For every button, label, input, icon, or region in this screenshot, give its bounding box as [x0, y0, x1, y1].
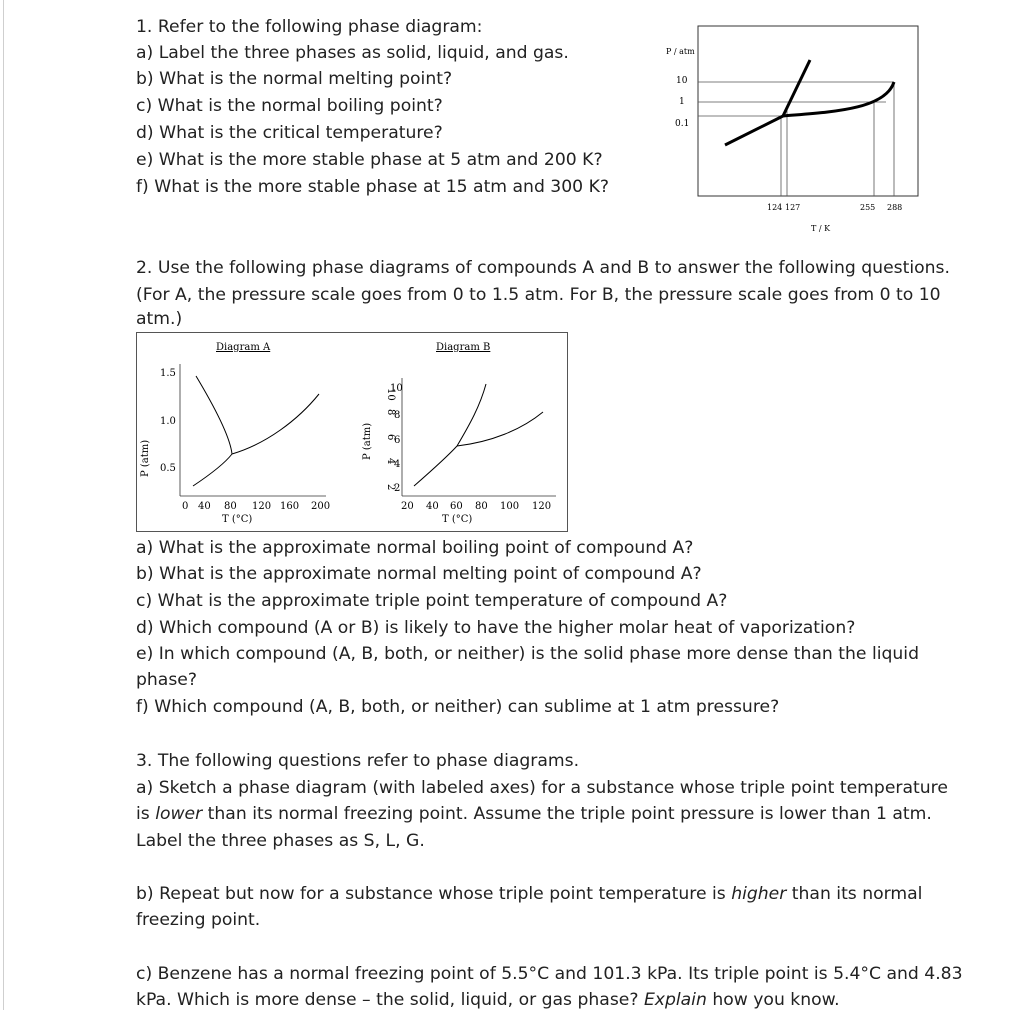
q1-item-b: b) What is the normal melting point? — [136, 69, 453, 89]
diagram-1-y-tick: 1 — [679, 97, 685, 107]
diagram-a-y-label: P (atm) — [140, 439, 151, 477]
vaporization-curve — [783, 82, 894, 116]
q1-item-d: d) What is the critical temperature? — [136, 123, 443, 143]
q2-intro-3: atm.) — [136, 309, 183, 329]
q3-b-line1 — [136, 881, 922, 907]
diagram-b-y-tick: 2 — [385, 484, 396, 491]
diagram-b-vaporization-curve — [457, 412, 543, 446]
diagram-b-x-tick: 20 — [401, 501, 414, 512]
diagram-b-x-tick: 80 — [475, 501, 488, 512]
diagram-b-x-tick: 60 — [450, 501, 463, 512]
diagram-b-x-label: T (°C) — [442, 514, 473, 525]
q1-item-c: c) What is the normal boiling point? — [136, 96, 443, 116]
diagram-a-x-tick: 0 — [182, 501, 189, 512]
diagram-a-x-tick: 160 — [280, 501, 300, 512]
q2-item-d: d) Which compound (A or B) is likely to have the higher molar heat of vaporization? — [136, 618, 856, 638]
diagram-1-x-tick: 124 — [767, 203, 783, 212]
diagram-b-y-tick: 6 — [394, 435, 401, 446]
q3-a-line3: Label the three phases as S, L, G. — [136, 831, 425, 851]
diagram-a-x-tick: 80 — [224, 501, 237, 512]
q2-item-e: e) In which compound (A, B, both, or neither) is the solid phase more dense than the liquid — [136, 644, 919, 664]
diagram-1-x-tick: 288 — [887, 203, 903, 212]
diagram-1-y-tick: 0.1 — [675, 119, 690, 129]
diagram-b-y-tick: 2 — [394, 483, 401, 494]
q2-item-a: a) What is the approximate normal boiling point of compound A? — [136, 538, 694, 558]
diagram-a-y-tick: 0.5 — [160, 463, 176, 474]
q3-a-line2 — [136, 801, 932, 827]
diagram-a-melting-curve — [196, 376, 232, 454]
q3-c-line2 — [136, 987, 840, 1013]
q1-item-f: f) What is the more stable phase at 15 atm and 300 K? — [136, 177, 609, 197]
q3-a-text: is — [136, 804, 156, 824]
diagram-a-x-label: T (°C) — [222, 514, 253, 525]
q2-item-c: c) What is the approximate triple point temperature of compound A? — [136, 591, 728, 611]
q3-c-text: kPa. Which is more dense – the solid, liquid, or gas phase? — [136, 990, 644, 1010]
diagram-1-x-tick: 255 — [860, 203, 876, 212]
diagram-1-x-tick: 127 — [785, 203, 801, 212]
phase-diagram-1 — [650, 20, 930, 240]
diagram-a-title: Diagram A — [216, 342, 271, 353]
diagram-b-melting-curve — [457, 384, 486, 446]
page-left-border — [3, 0, 4, 1010]
q2-intro-1: 2. Use the following phase diagrams of compounds A and B to answer the following questions. — [136, 258, 950, 278]
diagram-b-y-label: P (atm) — [362, 422, 373, 460]
diagram-a-x-tick: 120 — [252, 501, 272, 512]
q2-item-e-cont: phase? — [136, 670, 197, 690]
q3-a-emphasis: lower — [155, 804, 203, 824]
diagram-b-sublimation-curve — [414, 446, 457, 486]
q1-item-a: a) Label the three phases as solid, liquid, and gas. — [136, 43, 569, 63]
q2-item-f: f) Which compound (A, B, both, or neither) can sublime at 1 atm pressure? — [136, 697, 780, 717]
diagram-b-y-tick: 4 — [385, 458, 396, 465]
diagram-b-y-tick: 8 — [394, 410, 401, 421]
q3-a-line1: a) Sketch a phase diagram (with labeled axes) for a substance whose triple point temperature — [136, 778, 948, 798]
diagram-1-frame — [698, 26, 918, 196]
diagram-b-y-tick: 6 — [385, 434, 396, 441]
diagram-b-x-tick: 100 — [500, 501, 520, 512]
q3-b-line2: freezing point. — [136, 910, 261, 930]
q3-b-text: b) Repeat but now for a substance whose triple point temperature is — [136, 884, 732, 904]
diagram-a-sublimation-curve — [193, 454, 232, 486]
q1-title: 1. Refer to the following phase diagram: — [136, 17, 483, 37]
diagram-1-x-label: T / K — [811, 224, 831, 233]
q2-intro-2: (For A, the pressure scale goes from 0 to 1.5 atm. For B, the pressure scale goes from 0 to 10 — [136, 285, 941, 305]
q3-c-text: how you know. — [706, 990, 840, 1010]
q3-b-text: than its normal — [786, 884, 923, 904]
q3-c-emphasis: Explain — [643, 990, 707, 1010]
diagram-a-x-tick: 200 — [311, 501, 331, 512]
q1-item-e: e) What is the more stable phase at 5 atm and 200 K? — [136, 150, 603, 170]
phase-diagrams-a-b — [136, 332, 568, 533]
diagram-b-y-tick: 10 — [385, 388, 396, 401]
diagram-b-x-tick: 120 — [532, 501, 552, 512]
sublimation-curve — [725, 116, 783, 145]
diagram-b-y-tick: 4 — [394, 459, 401, 470]
melting-curve — [783, 60, 810, 116]
diagram-1-y-label: P / atm — [666, 47, 695, 56]
diagram-b-title: Diagram B — [436, 342, 491, 353]
diagram-a-y-tick: 1.0 — [160, 416, 176, 427]
q3-title: 3. The following questions refer to phase diagrams. — [136, 751, 580, 771]
diagram-b-x-tick: 40 — [426, 501, 439, 512]
diagram-a-y-tick: 1.5 — [160, 368, 176, 379]
diagram-a-x-tick: 40 — [198, 501, 211, 512]
q3-b-emphasis: higher — [731, 884, 787, 904]
diagram-1-y-tick: 10 — [676, 76, 688, 86]
q3-c-line1: c) Benzene has a normal freezing point of 5.5°C and 101.3 kPa. Its triple point is 5.4°C and 4.83 — [136, 964, 963, 984]
diagram-a-vaporization-curve — [232, 394, 319, 454]
q2-item-b: b) What is the approximate normal melting point of compound A? — [136, 564, 702, 584]
q3-a-text: than its normal freezing point. Assume the triple point pressure is lower than 1 atm. — [202, 804, 932, 824]
diagram-b-y-tick: 8 — [385, 409, 396, 416]
diagram-b-y-tick: 10 — [390, 383, 403, 394]
